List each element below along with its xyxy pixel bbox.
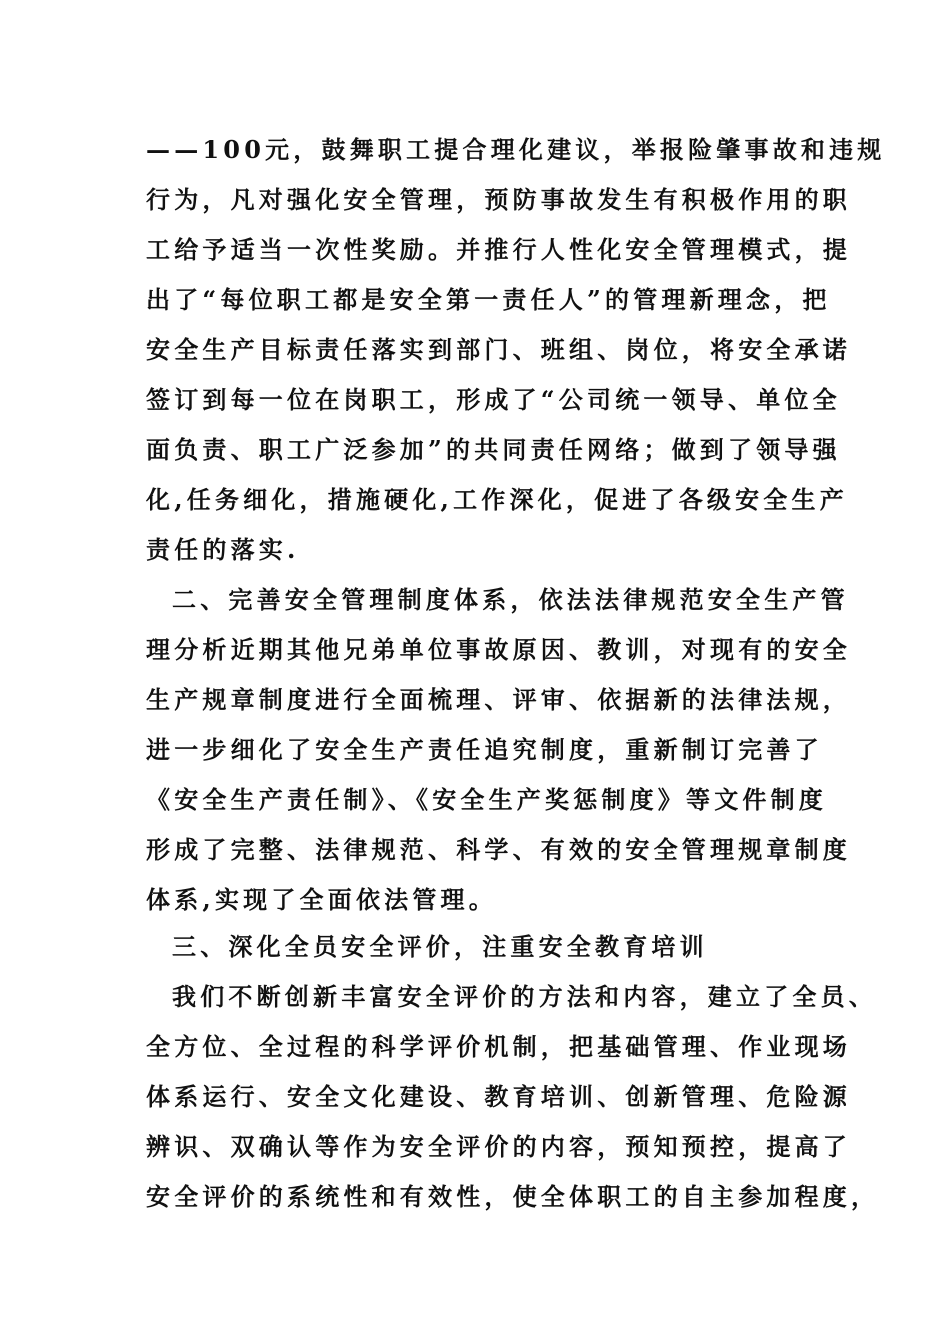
text-line: 签订到每一位在岗职工，形成了“公司统一领导、单位全 (146, 385, 841, 414)
text-line: 进一步细化了安全生产责任追究制度，重新制订完善了 (146, 735, 823, 764)
text-line: 全方位、全过程的科学评价机制，把基础管理、作业现场 (146, 1032, 851, 1061)
section-heading-2: 二、完善安全管理制度体系，依法法律规范安全生产管 (172, 585, 849, 614)
text-line: 理分析近期其他兄弟单位事故原因、教训，对现有的安全 (146, 635, 851, 664)
text-line: 工给予适当一次性奖励。并推行人性化安全管理模式，提 (146, 235, 851, 264)
text-line: 化,任务细化，措施硬化,工作深化，促进了各级安全生产 (146, 485, 848, 514)
text-line: 面负责、职工广泛参加”的共同责任网络；做到了领导强 (146, 435, 841, 464)
text-line: 体系,实现了全面依法管理。 (146, 885, 497, 914)
text-line: 责任的落实. (146, 535, 300, 564)
text-line: 安全评价的系统性和有效性，使全体职工的自主参加程度， (146, 1182, 880, 1211)
paragraph-start: 我们不断创新丰富安全评价的方法和内容，建立了全员、 (172, 982, 877, 1011)
text-line: 辨识、双确认等作为安全评价的内容，预知预控，提高了 (146, 1132, 851, 1161)
text-line: 体系运行、安全文化建设、教育培训、创新管理、危险源 (146, 1082, 851, 1111)
text-line: ——100元，鼓舞职工提合理化建议，举报险肇事故和违规 (146, 135, 886, 164)
section-heading-3: 三、深化全员安全评价，注重安全教育培训 (172, 932, 708, 961)
text-line: 出了“每位职工都是安全第一责任人”的管理新理念，把 (146, 285, 831, 314)
text-line: 行为，凡对强化安全管理，预防事故发生有积极作用的职 (146, 185, 851, 214)
text-line: 生产规章制度进行全面梳理、评审、依据新的法律法规， (146, 685, 851, 714)
text-line: 形成了完整、法律规范、科学、有效的安全管理规章制度 (146, 835, 851, 864)
text-line: 《安全生产责任制》、《安全生产奖惩制度》等文件制度 (146, 785, 827, 814)
text-line: 安全生产目标责任落实到部门、班组、岗位，将安全承诺 (146, 335, 851, 364)
